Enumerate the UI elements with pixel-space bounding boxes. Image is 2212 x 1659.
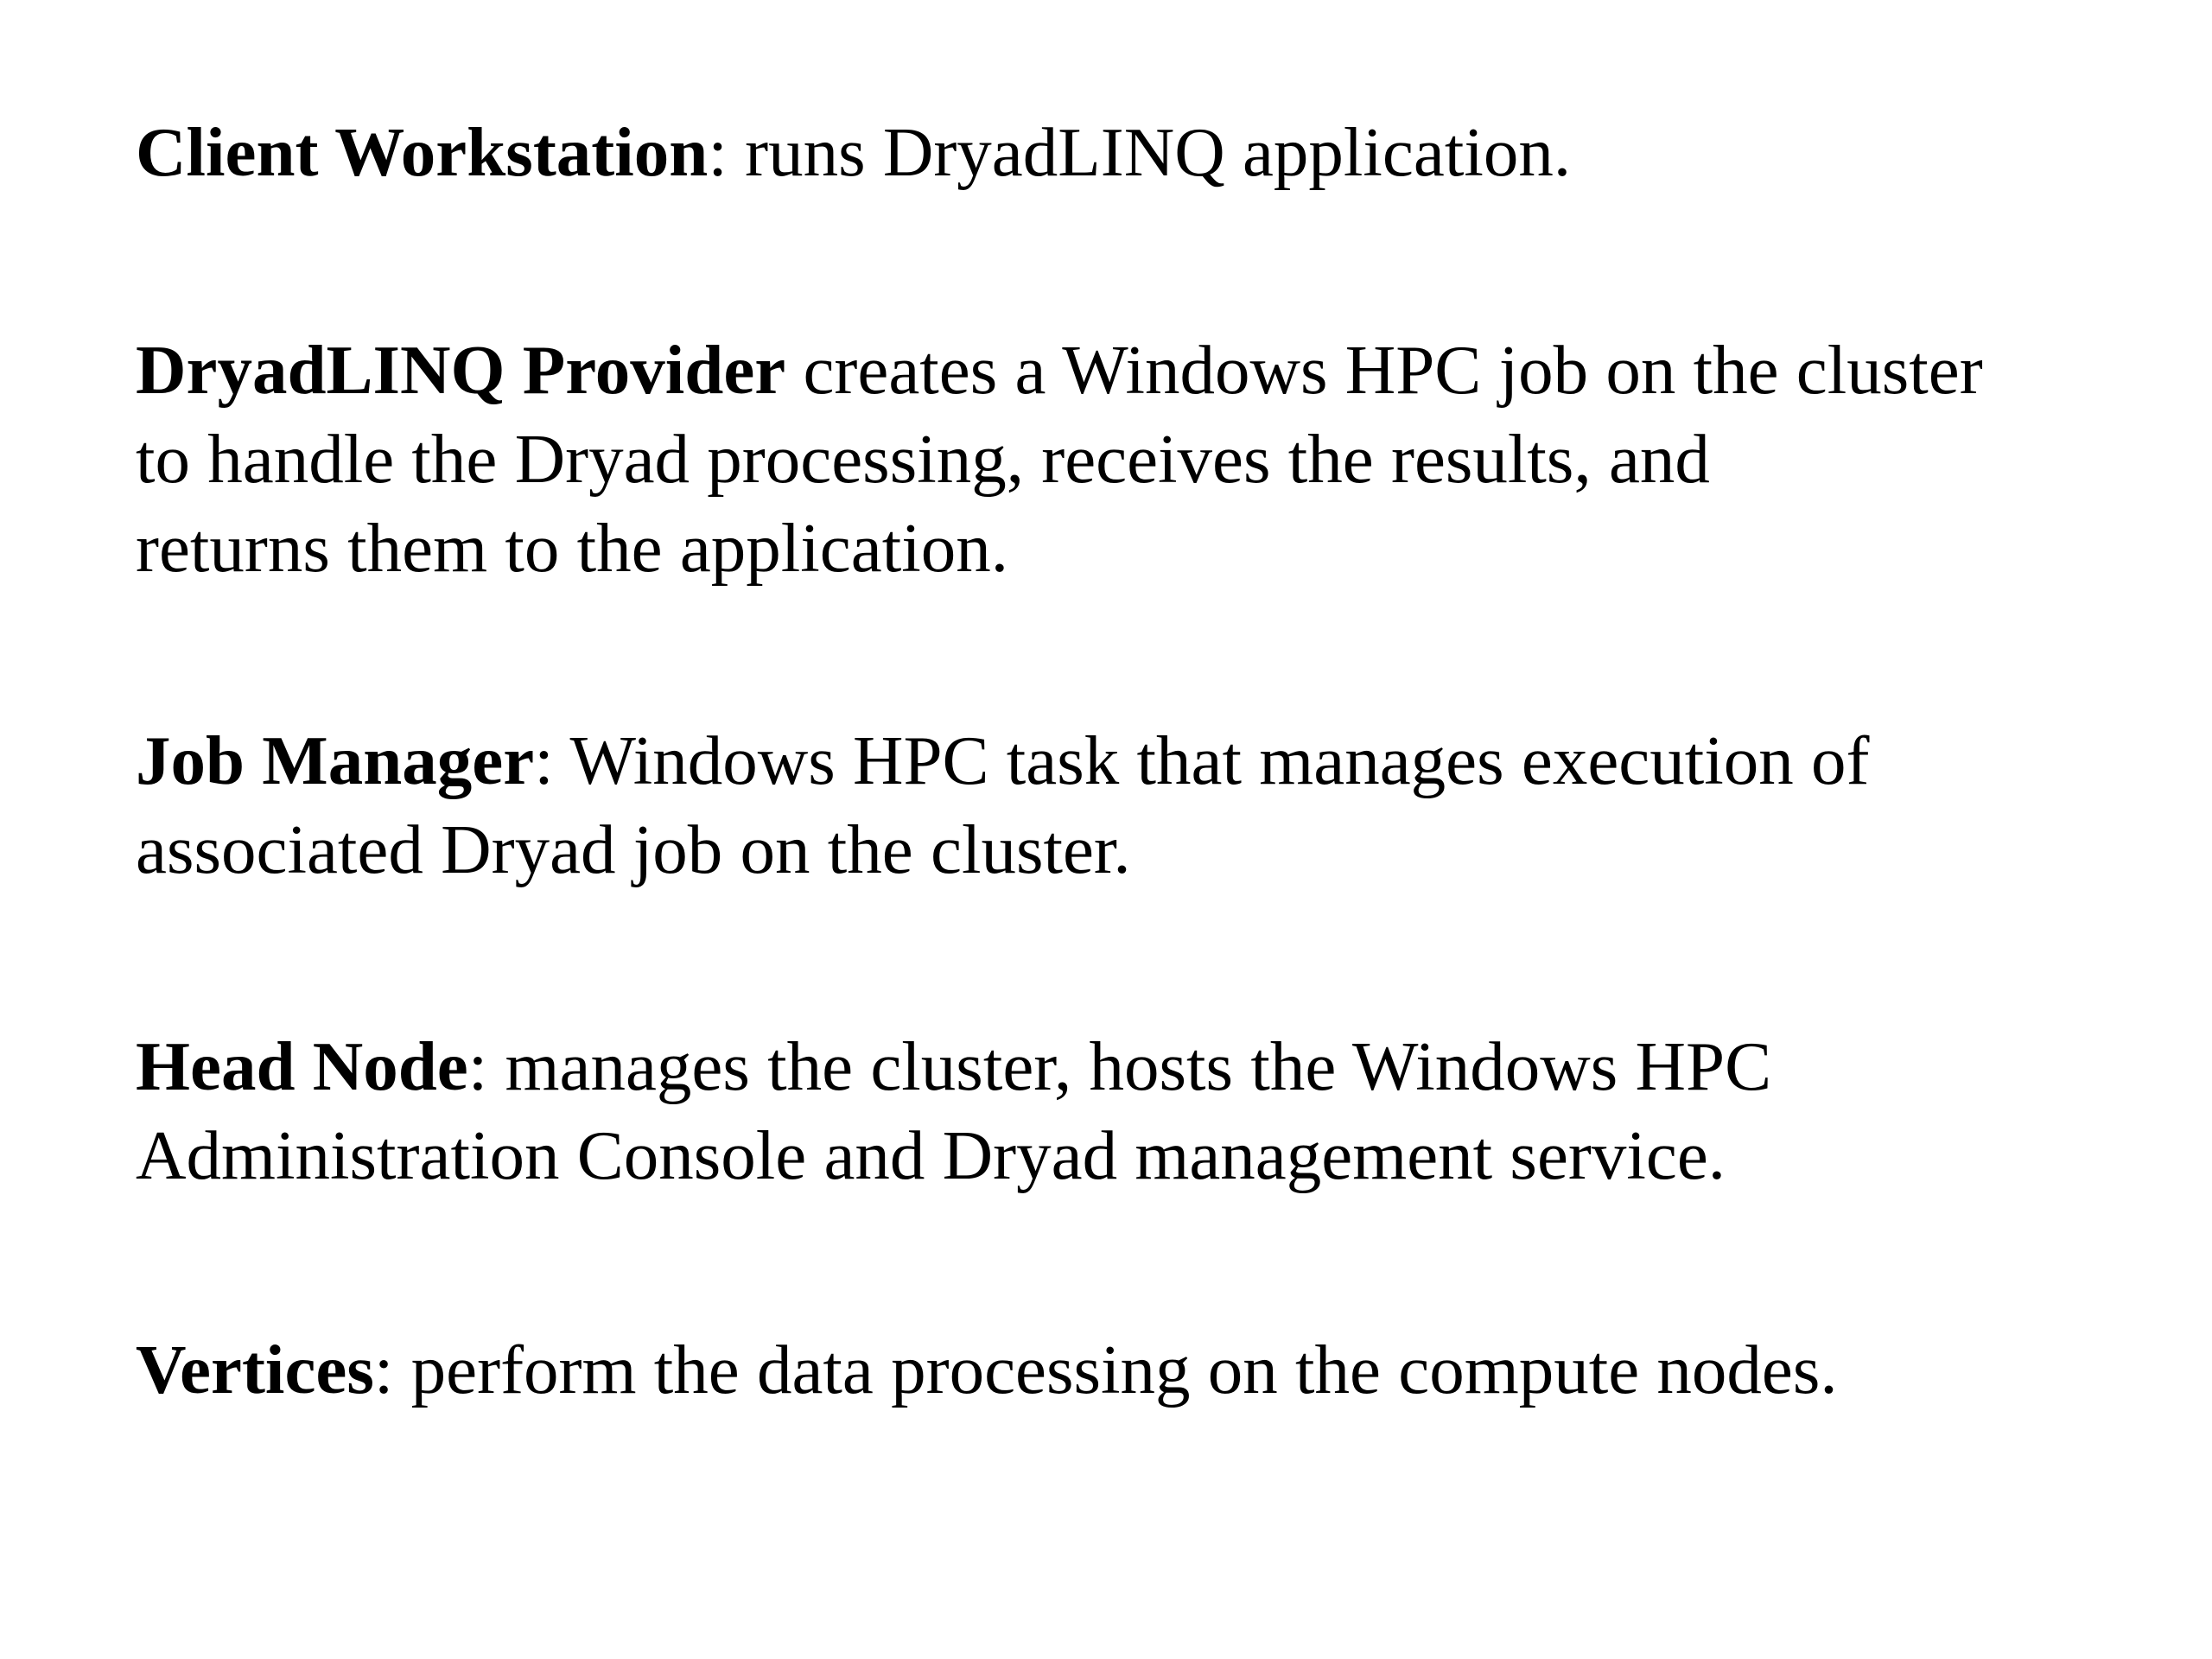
definition-text: perform the data processing on the compute nodes. xyxy=(393,1331,1838,1408)
term-dryadlinq-provider: DryadLINQ Provider xyxy=(136,331,786,409)
term-head-node: Head Node xyxy=(136,1027,468,1105)
definition-vertices xyxy=(136,1325,2212,1414)
definition-text-continued: associated Dryad job on the cluster. xyxy=(136,810,1131,888)
term-client-workstation: Client Workstation xyxy=(136,113,709,191)
definition-line xyxy=(136,1022,2212,1111)
term-job-manager: Job Manager xyxy=(136,721,535,799)
definition-text-continued: Administration Console and Dryad management service. xyxy=(136,1116,1726,1194)
definition-line xyxy=(136,716,2212,805)
definition-text-continued: to handle the Dryad processing, receives the results, and xyxy=(136,420,1710,498)
term-separator: : xyxy=(708,113,728,191)
definition-line xyxy=(136,326,2212,415)
term-separator: : xyxy=(534,721,554,799)
definition-line xyxy=(136,1325,2212,1414)
definition-job-manager xyxy=(136,716,2212,894)
definition-text: creates a Windows HPC job on the cluster xyxy=(785,331,1983,409)
definition-text: Windows HPC task that manages execution of xyxy=(553,721,1870,799)
term-vertices: Vertices xyxy=(136,1331,374,1408)
definition-dryadlinq-provider xyxy=(136,326,2212,593)
definition-head-node xyxy=(136,1022,2212,1200)
definition-text: manages the cluster, hosts the Windows HPC xyxy=(487,1027,1772,1105)
term-separator: : xyxy=(373,1331,394,1408)
definition-line xyxy=(136,108,2212,197)
definition-client-workstation xyxy=(136,108,2212,197)
definition-text-continued: returns them to the application. xyxy=(136,509,1008,587)
definition-text: runs DryadLINQ application. xyxy=(727,113,1572,191)
term-separator: : xyxy=(467,1027,488,1105)
